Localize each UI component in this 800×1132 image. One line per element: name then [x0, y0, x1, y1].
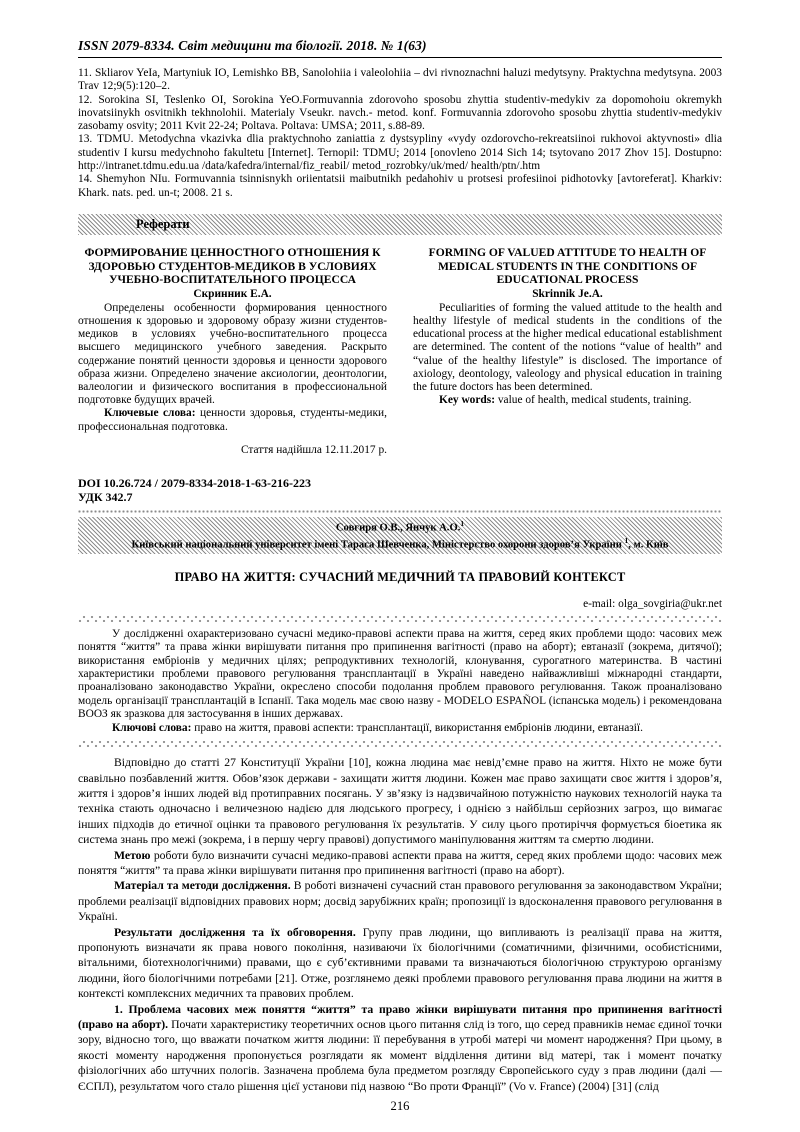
article-affiliation-superscript: 1	[624, 535, 629, 545]
article-affiliation-city: , м. Київ	[628, 539, 669, 551]
page-number: 216	[390, 1099, 410, 1113]
doi-udk-block	[78, 476, 722, 505]
body-paragraph	[78, 1002, 722, 1094]
paragraph-lead: Результати дослідження та їх обговорення.	[114, 925, 356, 939]
received-date: Стаття надійшла 12.11.2017 р.	[240, 443, 387, 456]
reference-item: 14. Shemyhon NIu. Formuvannia tsinnisnykh oriientatsii maibutnikh pedahohiv u protsesi profesiinoi pidhotovky [avtoreferat]. Kharkiv: Khark. nats. ped. un-t; 2008. 21 s.	[78, 173, 722, 199]
abstract-ru-keywords-value: ценности здоровья, студенты-медики, профессиональная подготовка.	[78, 407, 387, 433]
doi-line: DOI 10.26.724 / 2079-8334-2018-1-63-216-223	[78, 475, 311, 490]
article-keywords-label: Ключові слова:	[112, 721, 192, 734]
abstract-en-author: Skrinnik Je.A.	[532, 287, 603, 300]
article-abstract-body: У дослідженні охарактеризовано сучасні медико-правові аспекти права на життя, серед яких проблеми щодо: часових меж поняття “життя” та права жінки вирішувати питання про припинення вагітності (право на аборт); евтаназії (зокрема, дитячої); використання ембріонів у медичних цілях; репродуктивних технологій, клонування, сурогатного материнства. В частині характеристики проблеми правового регулювання трансплантації в Україні наведено найважливіші міжнародні стандарти, проаналізовано законодавство України, окреслено способи подолання проблем правового регулювання. Також проаналізовано модель організації трансплантацій в Іспанії. Така модель має свою назву - MODELO ESPAÑOL (іспанська модель) і рекомендована ВООЗ як зразкова для застосування в інших державах.	[78, 627, 722, 721]
body-paragraph	[78, 755, 722, 847]
article-authors-names: Совгиря О.В., Янчук А.О.	[335, 522, 461, 534]
abstract-english	[413, 246, 722, 456]
abstract-en-keywords-value: value of health, medical students, training.	[495, 394, 692, 407]
article-authors	[78, 518, 722, 535]
article-title: ПРАВО НА ЖИТТЯ: СУЧАСНИЙ МЕДИЧНИЙ ТА ПРАВОВИЙ КОНТЕКСТ	[174, 569, 626, 584]
paragraph-lead: 1. Проблема часових меж поняття “життя” та право жінки вирішувати питання про припинення вагітності (право на аборт).	[78, 1002, 722, 1031]
article-body	[78, 755, 722, 1094]
abstract-ru-title: ФОРМИРОВАНИЕ ЦЕННОСТНОГО ОТНОШЕНИЯ К ЗДОРОВЬЮ СТУДЕНТОВ-МЕДИКОВ В УСЛОВИЯХ УЧЕБНО-ВОСПИТАТЕЛЬНОГО ПРОЦЕССА	[84, 245, 381, 287]
reference-item: 13. TDMU. Metodychna vkazivka dlia praktychnoho zaniattia z dystsypliny «vydy ozdorovcho-rekreatsiinoi rukhovoi aktyvnosti» dlia studentiv I kursu medychnoho fakultetu [Internet]. Ternopil: TDMU; 2014 [onovleno 2014 Sich 14; tsytovano 2017 Zhov 15]. Dostupno: http://intranet.tdmu.edu.ua /data/kafedra/internal/fiz_reabil/ metod_rozrobky/uk/med/ health/ptn/.htm	[78, 133, 722, 173]
article-affiliation-text: Київський національний університет імені Тараса Шевченка, Міністерство охорони здоров’я України	[131, 539, 625, 551]
running-head: ISSN 2079-8334. Світ медицини та біології. 2018. № 1(63)	[78, 38, 427, 53]
body-paragraph	[78, 848, 722, 879]
paragraph-text: Відповідно до статті 27 Конституції України [10], кожна людина має невід’ємне право на життя. Ніхто не може бути свавільно позбавлений життя. Обов’язок держави - захищати життя людини. Кожен має право захищати своє життя і здоров’я, життя і здоров’я інших людей від протиправних посягань. У зв’язку із надзвичайною потужністю наукових технологій наука та техніка стають одночасно і величезною надією для людського прогресу, і однією з найбільш серйозних загроз, що вимагає інших підходів до етичної оцінки та правового регулювання їх результатів. У силу цього протиріччя формується біоетика як система знань про межі (зокрема, і в першу чергу правові) допустимого маніпулювання життям та смертю людини.	[78, 756, 722, 847]
separator-squiggle-top	[78, 616, 722, 622]
article-email[interactable]: e-mail: olga_sovgiria@ukr.net	[583, 597, 722, 610]
reference-item: 11. Skliarov YeIa, Martyniuk IO, Lemishko BB, Sanolohiia i valeolohiia – dvi rivnoznachni haluzi medytsyny. Praktychna medytsyna. 2003 Trav 12;9(5):120–2.	[78, 67, 722, 93]
article-author-band	[78, 517, 722, 554]
abstract-ru-author: Скринник Е.А.	[193, 287, 272, 300]
paragraph-text: Групу прав людини, що випливають із реалізації права на життя, пропонують визначати як права нового покоління, називаючи їх біологічними (соматичними, фізичними, особистісними, вітальними, біотехнологічними) правами, що є суб’єктивними правами та визначаються біологічною структурою організму людини, його біологічними потребами [21]. Отже, розглянемо деякі проблеми правового регулювання права людини на життя в контексті комплексних медичних та правових проблем.	[78, 925, 722, 1001]
separator-dotted	[78, 510, 722, 513]
paragraph-text: В роботі визначені сучасний стан правового регулювання за законодавством України; проблеми реалізації відповідних правових норм; досвід зарубіжних країн; пропозиції із вдосконалення правового регулювання в Україні.	[78, 879, 722, 924]
article-abstract	[78, 628, 722, 735]
article-keywords-value: право на життя, правові аспекти: трансплантації, використання ембріонів людини, евтаназії.	[191, 721, 643, 734]
abstract-en-keywords-label: Key words:	[439, 394, 495, 407]
abstract-russian	[78, 246, 387, 456]
reference-item: 12. Sorokina SI, Teslenko OI, Sorokina YeO.Formuvannia zdorovoho sposobu zhyttia studentiv-medykiv za dopomohoiu okremykh inovatsiinykh osvitnikh tekhnolohii. Materialy Vseukr. navch.- metod. konf. Formuvannia zdorovoho sposobu zhyttia studentiv-medykiv zasobamy osvity; 2011 Kvit 22-24; Poltava. Poltava: UMSA; 2011, s.88-89.	[78, 93, 722, 133]
article-abstract-keywords	[78, 722, 722, 735]
abstract-ru-keywords-label: Ключевые слова:	[104, 407, 196, 420]
paragraph-lead: Матеріал та методи дослідження.	[114, 879, 291, 893]
abstract-ru-body: Определены особенности формирования ценностного отношения к здоровью и здоровому образу жизни студентов-медиков в условиях учебно-воспитательного процесса высшего медицинского учебного заведения. Раскрыто содержание понятий ценности здоровья и ценности здорового образа жизни. Определено значение аксиологии, деонтологии, валеологии и физического воспитания в профессиональной подготовке будущих врачей.	[78, 301, 387, 407]
udk-line: УДК 342.7	[78, 490, 133, 505]
body-paragraph	[78, 878, 722, 924]
body-paragraph	[78, 925, 722, 1002]
abstracts-section-label: Реферати	[136, 216, 190, 231]
abstract-en-body: Peculiarities of forming the valued attitude to the health and healthy lifestyle of medical students in the conditions of the educational process at the higher medical educational establishment are determined. The content of the notions “value of health” and “value of the healthy lifestyle” is disclosed. The importance of axiology, deontology, valeology and physical education in training the future doctors has been determined.	[413, 301, 723, 393]
paragraph-text: Почати характеристику теоретичних основ цього питання слід із того, що серед правників немає єдиної точки зору, відносно того, що вважати початком життя людини: її перебування в утробі матері чи момент народження? При цьому, в якості моменту народження пропонується розглядати як момент відділення дитини від матері, так і момент початку фізіологічних або штучних пологів. Зазначена проблема була предметом розгляду Європейського суду з прав людини (далі — ЄСПЛ), результатом чого стало рішення цієї установи під назвою “Во проти Франції” (Vo v. France) (2004) [31] (слід	[78, 1018, 723, 1093]
abstracts-section-band	[78, 214, 722, 235]
abstract-ru-keywords	[78, 407, 387, 433]
paragraph-text: роботи було визначити сучасні медико-правові аспекти права на життя, серед яких проблеми щодо: часових меж поняття “життя” та права жінки вирішувати питання про припинення вагітності (право на аборт).	[78, 848, 722, 877]
abstract-en-keywords	[413, 394, 722, 407]
abstract-en-title: FORMING OF VALUED ATTITUDE TO HEALTH OF MEDICAL STUDENTS IN THE CONDITIONS OF EDUCATIONAL PROCESS	[428, 245, 707, 287]
paragraph-lead: Метою	[114, 848, 151, 862]
header-rule	[78, 57, 722, 58]
reference-list	[78, 67, 722, 200]
article-authors-superscript: 1	[460, 518, 465, 528]
article-affiliation	[78, 535, 722, 552]
separator-squiggle-bottom	[78, 741, 722, 747]
abstracts-columns	[78, 246, 722, 456]
